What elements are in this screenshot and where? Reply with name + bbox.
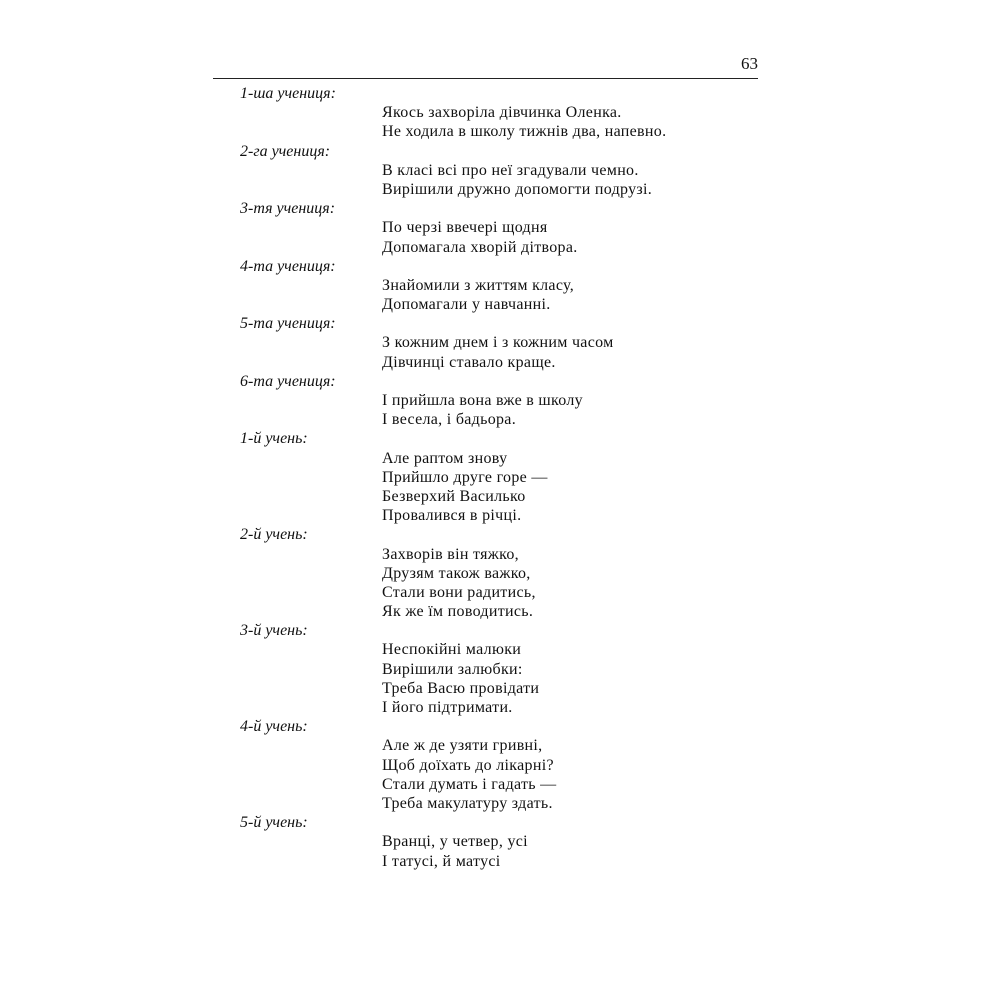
verse-line: Вранці, у четвер, усі (382, 833, 528, 851)
verse (382, 736, 760, 813)
verse-line: Неспокійні малюки (382, 641, 522, 659)
verse-line: Вирішили залюбки: (382, 660, 523, 678)
verse (382, 276, 760, 314)
speaker-label: 4-та учениця: (240, 257, 336, 275)
speaker-label: 2-й учень: (240, 526, 308, 544)
verse-line: Треба Васю провідати (382, 679, 540, 697)
verse-line: Стали вони радитись, (382, 583, 536, 601)
verse-line: І прийшла вона вже в школу (382, 392, 583, 409)
speaker-label: 3-тя учениця: (240, 200, 336, 218)
speech-block (240, 372, 760, 430)
verse-line: Вирішили дружно допомогти подрузі. (382, 180, 653, 198)
verse-line: Знайомили з життям класу, (382, 276, 575, 294)
speech-block (240, 813, 760, 871)
verse (382, 333, 760, 371)
speech-block (240, 142, 760, 200)
speech-block (240, 257, 760, 315)
verse-line: Якось захворіла дівчинка Оленка. (382, 104, 622, 122)
speaker-label: 3-й учень: (240, 622, 308, 640)
speech-block (240, 525, 760, 621)
speaker-label: 5-та учениця: (240, 315, 336, 333)
verse-line: Провалився в річці. (382, 507, 522, 525)
speaker-label: 1-й учень: (240, 430, 308, 448)
verse (382, 103, 760, 141)
page-number: 63 (741, 54, 758, 73)
verse-line: І його підтримати. (382, 699, 513, 716)
verse (382, 218, 760, 256)
speaker-label: 4-й учень: (240, 718, 308, 736)
speech-block (240, 717, 760, 813)
verse-line: Безверхий Василько (382, 487, 526, 505)
verse-line: Як же їм поводитись. (382, 603, 534, 621)
speech-block (240, 429, 760, 525)
verse-line: В класі всі про неї згадували чемно. (382, 161, 639, 179)
verse-line: Стали думать і гадать — (382, 775, 557, 793)
verse (382, 449, 760, 526)
verse-line: Але ж де узяти гривні, (382, 737, 543, 755)
verse (382, 391, 760, 429)
play-script (240, 84, 760, 871)
verse-line: По черзі ввечері щодня (382, 219, 548, 237)
header-rule (213, 78, 758, 79)
verse (382, 545, 760, 622)
speaker-label: 5-й учень: (240, 814, 308, 832)
verse-line: Не ходила в школу тижнів два, напевно. (382, 123, 667, 141)
verse-line: Допомагала хворій дітвора. (382, 238, 578, 256)
verse-line: Щоб доїхать до лікарні? (382, 756, 554, 774)
verse-line: І весела, і бадьора. (382, 411, 516, 429)
verse (382, 832, 760, 870)
verse-line: Прийшло друге горе — (382, 468, 548, 486)
speaker-label: 1-ша учениця: (240, 85, 336, 102)
speech-block (240, 199, 760, 257)
verse (382, 640, 760, 717)
speech-block (240, 314, 760, 372)
speaker-label: 6-та учениця: (240, 372, 336, 390)
verse (382, 161, 760, 199)
verse-line: Дівчинці ставало краще. (382, 353, 556, 371)
verse-line: Але раптом знову (382, 449, 508, 467)
speech-block (240, 84, 760, 142)
verse-line: Друзям також важко, (382, 564, 531, 582)
verse-line: Треба макулатуру здать. (382, 794, 553, 812)
verse-line: З кожним днем і з кожним часом (382, 334, 614, 352)
verse-line: Захворів він тяжко, (382, 545, 519, 563)
speech-block (240, 621, 760, 717)
verse-line: І татусі, й матусі (382, 852, 501, 870)
speaker-label: 2-га учениця: (240, 142, 331, 160)
verse-line: Допомагали у навчанні. (382, 296, 551, 314)
